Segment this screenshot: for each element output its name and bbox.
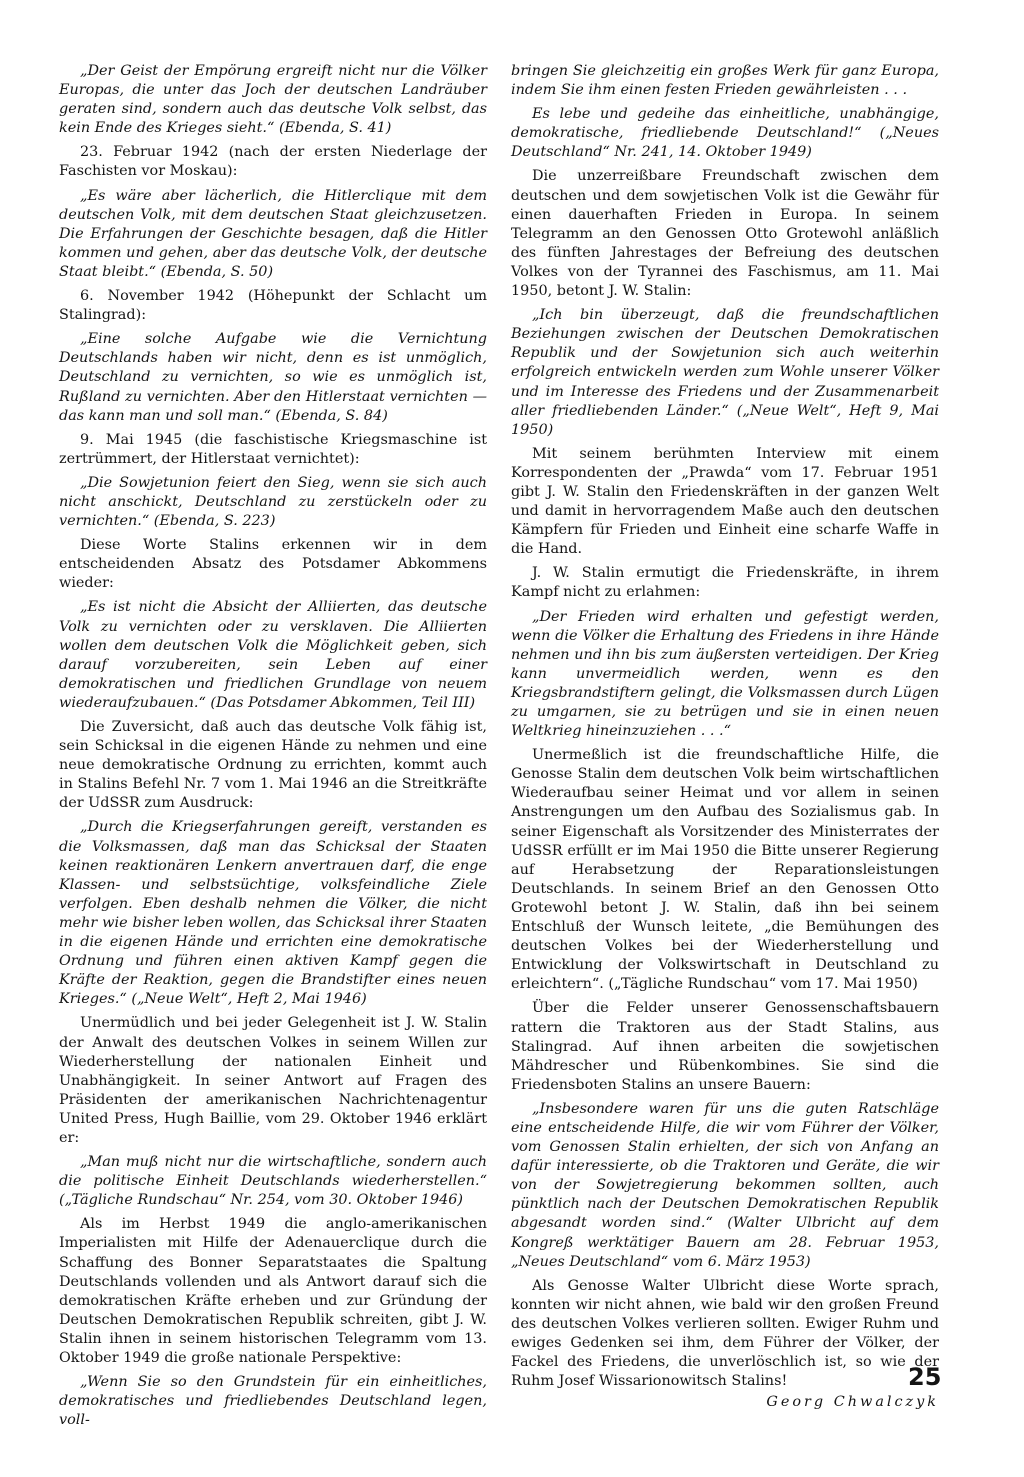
paragraph: Es lebe und gedeihe das einheitliche, unabhängige, demokratische, friedliebende Deutschland!“ („Neues Deutschland“ Nr. 241, 14. Oktober 1949)	[511, 106, 939, 161]
paragraph: Unermeßlich ist die freundschaftliche Hilfe, die Genosse Stalin dem deutschen Volk beim wirtschaftlichen Wiederaufbau seiner Heimat und vor allem in seinen Anstrengungen um den Aufbau des Sozialismus gab. In seiner Eigenschaft als Vorsitzender des Ministerrates der UdSSR erfüllt er im Mai 1950 die Bitte unserer Regierung auf Herabsetzung der Reparationsleistungen Deutschlands. In seinem Brief an den Genossen Otto Grotewohl betont J. W. Stalin, daß ihn bei seinem Entschluß der Wunsch leitete, „die Bemühungen des deutschen Volkes bei der Wiederherstellung und Entwicklung der Volkswirtschaft in Deutschland zu erleichtern“. („Tägliche Rundschau“ vom 17. Mai 1950)	[511, 747, 939, 993]
page-number: 25	[908, 1363, 942, 1391]
paragraph: J. W. Stalin ermutigt die Friedenskräfte, in ihrem Kampf nicht zu erlahmen:	[511, 565, 939, 601]
paragraph: „Man muß nicht nur die wirtschaftliche, sondern auch die politische Einheit Deutschlands wiederherstellen.“ („Tägliche Rundschau“ Nr. 254, vom 30. Oktober 1946)	[59, 1154, 487, 1209]
paragraph: „Ich bin überzeugt, daß die freundschaftlichen Beziehungen zwischen der Deutschen Demokratischen Republik und der Sowjetunion sich auch weiterhin erfolgreich entwickeln werden zum Wohle unserer Völker und im Interesse des Friedens und der Zusammenarbeit aller friedliebenden Länder.“ („Neue Welt“, Heft 9, Mai 1950)	[511, 307, 939, 438]
left-column	[59, 62, 487, 1435]
paragraph: „Die Sowjetunion feiert den Sieg, wenn sie sich auch nicht anschickt, Deutschland zu zerstückeln oder zu vernichten.“ (Ebenda, S. 223)	[59, 474, 487, 530]
right-column	[511, 62, 942, 1412]
paragraph: Als Genosse Walter Ulbricht diese Worte sprach, konnten wir nicht ahnen, wie bald wir den großen Freund des deutschen Volkes verlieren sollten. Ewiger Ruhm und ewiges Gedenken sei ihm, dem Führer der Völker, der Fackel des Friedens, die unverlöschlich ist, so wie der Ruhm Josef Wissarionowitsch Stalins!	[511, 1277, 939, 1390]
paragraph: „Eine solche Aufgabe wie die Vernichtung Deutschlands haben wir nicht, denn es ist unmöglich, Deutschland zu vernichten, so wie es unmöglich ist, Rußland zu vernichten. Aber den Hitlerstaat vernichten — das kann man und soll man.“ (Ebenda, S. 84)	[59, 331, 487, 424]
paragraph: Unermüdlich und bei jeder Gelegenheit ist J. W. Stalin der Anwalt des deutschen Volkes in seinem Willen zur Wiederherstellung der nationalen Einheit und Unabhängigkeit. In seiner Antwort auf Fragen des Präsidenten der amerikanischen Nachrichtenagentur United Press, Hugh Baillie, vom 29. Oktober 1946 erklärt er:	[59, 1015, 487, 1146]
paragraph: „Der Geist der Empörung ergreift nicht nur die Völker Europas, die unter das Joch der deutschen Landräuber geraten sind, sondern auch das deutsche Volk selbst, das kein Ende des Krieges sieht.“ (Ebenda, S. 41)	[59, 63, 487, 137]
paragraph: bringen Sie gleichzeitig ein großes Werk für ganz Europa, indem Sie ihm einen festen Frieden gewährleisten . . .	[511, 63, 939, 99]
paragraph: 6. November 1942 (Höhepunkt der Schlacht um Stalingrad):	[59, 288, 487, 324]
paragraph: „Es wäre aber lächerlich, die Hitlerclique mit dem deutschen Volk, mit dem deutschen Staat gleichzusetzen. Die Erfahrungen der Geschichte besagen, daß die Hitler kommen und gehen, aber das deutsche Volk, der deutsche Staat bleibt.“ (Ebenda, S. 50)	[59, 187, 487, 280]
paragraph: 9. Mai 1945 (die faschistische Kriegsmaschine ist zertrümmert, der Hitlerstaat vernichtet):	[59, 431, 487, 467]
paragraph: „Durch die Kriegserfahrungen gereift, verstanden es die Volksmassen, daß man das Schicksal der Staaten keinen reaktionären Lenkern anvertrauen darf, die enge Klassen- und selbstsüchtige, volksfeindliche Ziele verfolgen. Eben deshalb nehmen die Völker, die nicht mehr wie bisher leben wollen, das Schicksal ihrer Staaten in die eigenen Hände und errichten eine demokratische Ordnung und führen einen aktiven Kampf gegen die Kräfte der Reaktion, gegen die Brandstifter eines neuen Krieges.“ („Neue Welt“, Heft 2, Mai 1946)	[59, 819, 487, 1008]
author-signature: Georg Chwalczyk	[766, 1394, 939, 1411]
paragraph: Diese Worte Stalins erkennen wir in dem entscheidenden Absatz des Potsdamer Abkommens wieder:	[59, 537, 487, 592]
paragraph: Mit seinem berühmten Interview mit einem Korrespondenten der „Prawda“ vom 17. Februar 1951 gibt J. W. Stalin den Friedenskräften in der ganzen Welt und damit in hervorragendem Maße auch den deutschen Kämpfern für Frieden und Einheit eine scharfe Waffe in die Hand.	[511, 445, 939, 558]
paragraph: Die unzerreißbare Freundschaft zwischen dem deutschen und dem sowjetischen Volk ist die Gewähr für einen dauerhaften Frieden in Europa. In seinem Telegramm an den Genossen Otto Grotewohl anläßlich des fünften Jahrestages der Befreiung des deutschen Volkes von der Tyrannei des Faschismus, am 11. Mai 1950, betont J. W. Stalin:	[511, 168, 939, 300]
paragraph: „Der Frieden wird erhalten und gefestigt werden, wenn die Völker die Erhaltung des Friedens in ihre Hände nehmen und ihn bis zum äußersten verteidigen. Der Krieg kann unvermeidlich werden, wenn es den Kriegsbrandstiftern gelingt, die Volksmassen durch Lügen zu umgarnen, sie zu betrügen und sie in einen neuen Weltkrieg hineinzuziehen . . .“	[511, 608, 939, 740]
paragraph: „Insbesondere waren für uns die guten Ratschläge eine entscheidende Hilfe, die wir vom Führer der Völker, vom Genossen Stalin erhielten, der sich von Anfang an dafür interessierte, ob die Traktoren und Geräte, die wir von der Sowjetregierung bekommen sollten, auch pünktlich nach der Deutschen Demokratischen Republik abgesandt worden sind.“ (Walter Ulbricht auf dem Kongreß werktätiger Bauern am 28. Februar 1953, „Neues Deutschland“ vom 6. März 1953)	[511, 1100, 939, 1270]
paragraph: 23. Februar 1942 (nach der ersten Niederlage der Faschisten vor Moskau):	[59, 144, 487, 180]
paragraph: Über die Felder unserer Genossenschaftsbauern rattern die Traktoren aus der Stadt Stalins, aus Stalingrad. Auf ihnen arbeiten die sowjetischen Mähdrescher und Rübenkombines. Sie sind die Friedensboten Stalins an unsere Bauern:	[511, 1000, 939, 1093]
paragraph: Als im Herbst 1949 die anglo-amerikanischen Imperialisten mit Hilfe der Adenauerclique durch die Schaffung des Bonner Separatstaates die Spaltung Deutschlands vollenden und als Antwort darauf sich die demokratischen Kräfte erheben und zur Gründung der Deutschen Demokratischen Republik schreiten, gibt J. W. Stalin ihnen in seinem historischen Telegramm vom 13. Oktober 1949 die große nationale Perspektive:	[59, 1216, 487, 1366]
paragraph: Die Zuversicht, daß auch das deutsche Volk fähig ist, sein Schicksal in die eigenen Hände zu nehmen und eine neue demokratische Ordnung zu errichten, kommt auch in Stalins Befehl Nr. 7 vom 1. Mai 1946 an die Streitkräfte der UdSSR zum Ausdruck:	[59, 719, 487, 812]
paragraph: „Wenn Sie so den Grundstein für ein einheitliches, demokratisches und friedliebendes Deutschland legen, voll-	[59, 1374, 487, 1429]
paragraph: „Es ist nicht die Absicht der Alliierten, das deutsche Volk zu vernichten oder zu versklaven. Die Alliierten wollen dem deutschen Volk die Möglichkeit geben, sich darauf vorzubereiten, sein Leben auf einer demokratischen und friedlichen Grundlage von neuem wiederaufzubauen.“ (Das Potsdamer Abkommen, Teil III)	[59, 599, 487, 711]
